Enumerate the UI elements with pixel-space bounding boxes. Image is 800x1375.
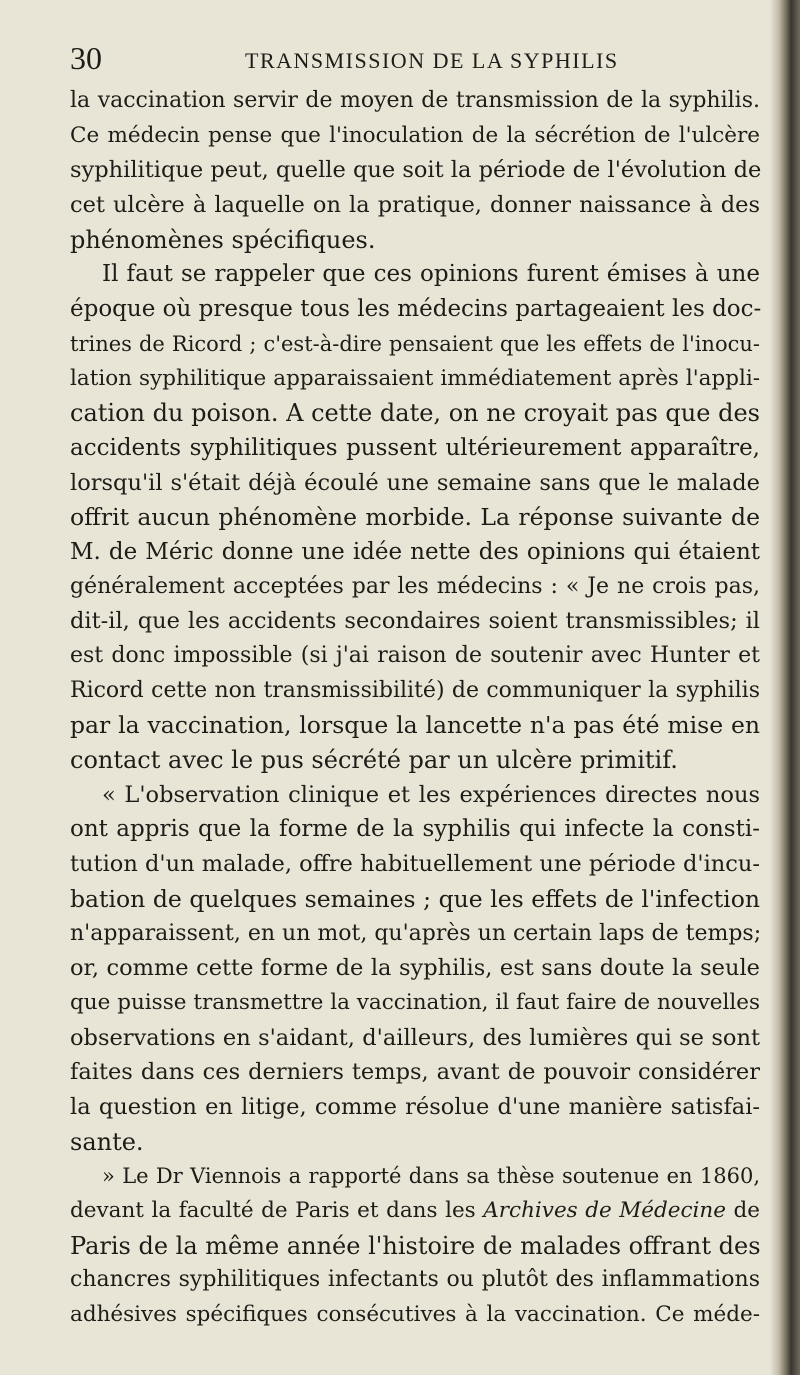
text-line: Il faut se rappeler que ces opinions furent émises à une	[102, 261, 760, 288]
text-line: tution d'un malade, offre habituellement une période d'incu-	[70, 851, 760, 878]
text-line: n'apparaissent, en un mot, qu'après un certain laps de temps;	[70, 920, 762, 946]
text-line: la vaccination servir de moyen de transmission de la syphilis.	[70, 88, 760, 113]
text-line: cation du poison. A cette date, on ne croyait pas que des	[70, 399, 760, 428]
text-line: or, comme cette forme de la syphilis, est sans doute la seule	[70, 955, 760, 982]
text-line: dit-il, que les accidents secondaires soient transmissibles; il	[70, 608, 760, 635]
text-line: Paris de la même année l'histoire de malades offrant des	[70, 1231, 761, 1260]
text-line: chancres syphilitiques infectants ou plutôt des inflammations	[70, 1267, 760, 1293]
text-line: contact avec le pus sécrété par un ulcère primitif.	[70, 746, 678, 775]
text-line: faites dans ces derniers temps, avant de pouvoir considérer	[70, 1059, 760, 1086]
text-line: généralement acceptées par les médecins : « Je ne crois pas,	[70, 573, 760, 599]
text-line: devant la faculté de Paris et dans les Archives de Médecine de	[70, 1198, 760, 1223]
text-line: par la vaccination, lorsque la lancette n'a pas été mise en	[70, 711, 760, 740]
text-line: est donc impossible (si j'ai raison de soutenir avec Hunter et	[70, 643, 760, 668]
text-line: » Le Dr Viennois a rapporté dans sa thèse soutenue en 1860,	[102, 1164, 760, 1189]
text-line: trines de Ricord ; c'est-à-dire pensaient que les effets de l'inocu-	[70, 331, 760, 356]
text-line: époque où presque tous les médecins partageaient les doc-	[70, 296, 762, 323]
text-body	[70, 84, 760, 1333]
text-line: accidents syphilitiques pussent ultérieurement apparaître,	[70, 434, 760, 461]
text-line: bation de quelques semaines ; que les effets de l'infection	[70, 884, 760, 913]
text-line: adhésives spécifiques consécutives à la vaccination. Ce méde-	[70, 1302, 760, 1328]
text-line: sante.	[70, 1127, 144, 1156]
text-line: Ricord cette non transmissibilité) de communiquer la syphilis	[70, 677, 760, 703]
text-line: M. de Méric donne une idée nette des opinions qui étaient	[70, 538, 760, 565]
scan-edge	[778, 0, 800, 1375]
text-line: phénomènes spécifiques.	[70, 225, 376, 254]
text-line: offrit aucun phénomène morbide. La réponse suivante de	[70, 503, 760, 532]
text-line: observations en s'aidant, d'ailleurs, des lumières qui se sont	[70, 1024, 760, 1051]
text-line: lorsqu'il s'était déjà écoulé une semaine sans que le malade	[70, 469, 760, 496]
text-line: « L'observation clinique et les expériences directes nous	[102, 781, 760, 808]
page-number: 30	[70, 40, 102, 76]
text-line: ont appris que la forme de la syphilis qui infecte la consti-	[70, 816, 760, 843]
text-line: lation syphilitique apparaissaient immédiatement après l'appli-	[70, 365, 760, 391]
text-line: la question en litige, comme résolue d'une manière satisfai-	[70, 1093, 760, 1120]
page-header	[70, 38, 750, 78]
scan-shadow	[770, 0, 778, 1375]
text-line: cet ulcère à laquelle on la pratique, donner naissance à des	[70, 192, 760, 219]
text-line: que puisse transmettre la vaccination, il faut faire de nouvelles	[70, 989, 760, 1015]
italic-title: Archives de Médecine	[483, 1198, 726, 1223]
text-line: syphilitique peut, quelle que soit la période de l'évolution de	[70, 157, 762, 184]
text-line: Ce médecin pense que l'inoculation de la sécrétion de l'ulcère	[70, 122, 760, 148]
running-title: TRANSMISSION DE LA SYPHILIS	[245, 48, 619, 73]
